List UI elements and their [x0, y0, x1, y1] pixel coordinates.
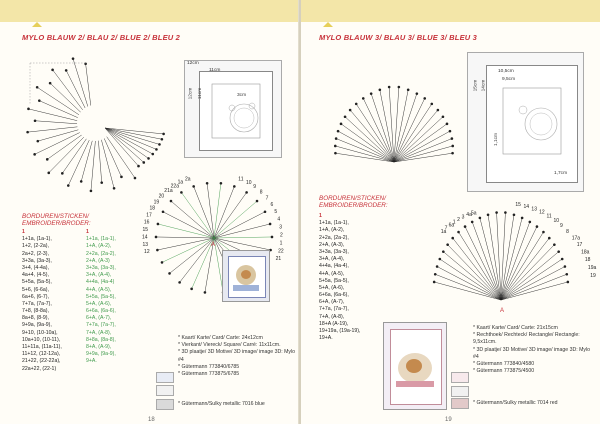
- instruction-line: 8+8a, (8a-8),: [86, 336, 116, 343]
- stitch-line: [214, 212, 265, 238]
- hole-number: 14: [523, 203, 530, 210]
- instruction-line: 9+10, (10-10a),: [22, 329, 58, 336]
- stitch-hole: [335, 137, 338, 140]
- stitch-hole: [155, 148, 158, 151]
- hole-number: 9: [560, 223, 563, 230]
- instruction-line: 1: [86, 229, 89, 235]
- header-notch: [323, 22, 333, 27]
- instruction-line: 9+9a, (9a-9),: [22, 322, 52, 329]
- stitch-hole: [36, 140, 39, 143]
- instruction-line: 3+3a, (3a-3),: [22, 257, 52, 264]
- embroidery-pattern-fan: [413, 200, 597, 315]
- stitch-line: [86, 64, 91, 106]
- stitch-line: [437, 267, 501, 300]
- stitch-instructions: [319, 213, 360, 342]
- anchor-label: A: [500, 308, 505, 314]
- instruction-line: 3+A, (A-4),: [86, 272, 112, 279]
- instruction-line: 3+4, (4-4a),: [22, 264, 49, 271]
- stitch-line: [81, 141, 92, 182]
- dim-label: 1,7cm: [554, 171, 568, 176]
- stitch-line: [105, 128, 159, 144]
- header-notch: [32, 22, 42, 27]
- stitch-hole: [67, 184, 70, 187]
- stitch-hole: [451, 152, 454, 155]
- thread-swatch: [156, 399, 174, 410]
- stitch-hole: [449, 130, 452, 133]
- hole-number: 12: [539, 209, 545, 216]
- header-band: [0, 0, 299, 22]
- hole-number: 6a: [448, 222, 455, 229]
- page-number: 18: [148, 417, 155, 423]
- metallic-thread: * Gütermann/Sulky metallic 7016 blue: [178, 401, 265, 407]
- instruction-line: 7+7a, (7a-7),: [319, 306, 349, 313]
- stitch-line: [394, 131, 450, 162]
- stitch-hole: [36, 86, 39, 89]
- instruction-line: 1+A, (A-2),: [86, 243, 112, 250]
- stitch-hole: [487, 213, 490, 216]
- instruction-line: 7+A, (A-8),: [319, 313, 345, 320]
- dim-label: 1,1cm: [494, 132, 500, 147]
- stitch-line: [28, 109, 77, 121]
- hole-number: 14: [142, 234, 148, 241]
- stitch-hole: [233, 185, 236, 188]
- stitch-hole: [72, 57, 75, 60]
- section-heading: BORDUREN/STICKEN/ EMBROIDER/BRODER:: [22, 213, 91, 228]
- instruction-line: 11+12, (12-12a),: [22, 351, 61, 358]
- thread-swatch: [451, 372, 469, 383]
- stitch-line: [39, 101, 77, 118]
- hole-number: 21: [275, 256, 282, 263]
- stitch-hole: [65, 69, 68, 72]
- stitch-line: [394, 153, 453, 162]
- stitch-hole: [565, 273, 568, 276]
- stitch-hole: [38, 99, 41, 102]
- stitch-hole: [27, 108, 30, 111]
- stitch-hole: [162, 133, 165, 136]
- hole-number: 18: [149, 205, 156, 212]
- stitch-hole: [157, 223, 160, 226]
- stitch-hole: [446, 243, 449, 246]
- stitch-line: [434, 282, 501, 300]
- material-list: * Kaart/ Karte/ Card/ Carte: 21x15cm * Rechthoek/ Rechteck/ Rectangle/ Rectangle: 9,5x11cm. * 3D plaatje/ 3D Motive/ 3D image/ image 3D: Mylo #4 * Gütermann 773840/4580 * Gütermann 773875/4500: [473, 325, 591, 375]
- stitch-line: [47, 135, 81, 159]
- stitch-hole: [529, 221, 532, 224]
- instruction-line: 7+7a, (7a-7),: [22, 300, 52, 307]
- stitch-hole: [564, 265, 567, 268]
- stitch-hole: [90, 190, 93, 193]
- stitch-hole: [33, 153, 36, 156]
- dim-label: 10,5cm: [498, 69, 514, 74]
- hole-number: 10: [246, 179, 252, 186]
- stitch-hole: [245, 191, 248, 194]
- stitch-line: [214, 238, 271, 250]
- instruction-line: 3+3a, (3a-3),: [86, 264, 116, 271]
- hole-number: 8: [566, 228, 569, 235]
- stitch-line: [443, 252, 501, 300]
- instruction-line: 5+5a, (5a-5),: [319, 277, 349, 284]
- instruction-line: 8a+8, (8-9),: [22, 315, 49, 322]
- instruction-line: 5+6, (6-6a),: [22, 286, 49, 293]
- hole-number: 19: [590, 273, 596, 280]
- stitch-hole: [264, 210, 267, 213]
- stitch-instructions-red: [22, 229, 62, 373]
- hole-number: 9: [253, 184, 257, 191]
- stitch-hole: [437, 109, 440, 112]
- stitch-hole: [134, 177, 137, 180]
- instruction-line: 6+A, (A-7),: [86, 315, 112, 322]
- stitch-line: [335, 153, 394, 162]
- stitch-hole: [162, 210, 165, 213]
- stitch-line: [180, 238, 214, 282]
- hole-number: 18a: [581, 249, 590, 256]
- instruction-line: 4a+4, (4-5),: [22, 272, 49, 279]
- thread-swatch: [451, 398, 469, 409]
- dim-label: 3cm: [237, 93, 247, 98]
- stitch-line: [501, 252, 559, 300]
- hole-number: 13: [142, 241, 149, 248]
- stitch-line: [501, 282, 568, 300]
- stitch-hole: [464, 225, 467, 228]
- stitch-hole: [168, 272, 171, 275]
- instruction-line: 2+A, (A-3),: [319, 241, 345, 248]
- card-diagram: [184, 60, 282, 158]
- stitch-hole: [442, 250, 445, 253]
- instruction-line: 4+A, (A-5),: [86, 286, 112, 293]
- stitch-line: [338, 131, 394, 162]
- dim-label: 11cm: [198, 87, 204, 100]
- stitch-hole: [495, 211, 498, 214]
- stitch-hole: [161, 261, 164, 264]
- stitch-hole: [561, 258, 564, 261]
- card-front: [199, 71, 273, 151]
- stitch-hole: [334, 152, 337, 155]
- stitch-line: [157, 238, 214, 250]
- stitch-hole: [147, 157, 150, 160]
- sample-card-image: [222, 250, 270, 302]
- stitch-hole: [438, 258, 441, 261]
- instruction-line: 1+1a, (1a-1),: [319, 220, 349, 227]
- hole-number: 2: [279, 232, 283, 239]
- instruction-line: 19+19a, (19a-19),: [319, 328, 361, 334]
- stitch-hole: [340, 123, 343, 126]
- left-page: [0, 0, 299, 424]
- instruction-line: 5+A, (A-6),: [86, 300, 112, 307]
- hole-number: 4: [277, 216, 281, 223]
- hole-number: 13: [531, 206, 537, 213]
- section-heading: BORDUREN/STICKEN/ EMBROIDER/BRODER:: [319, 195, 388, 210]
- hole-number: 17a: [571, 235, 581, 242]
- stitch-hole: [178, 281, 181, 284]
- page-number: 19: [445, 417, 452, 423]
- hole-number: 15: [142, 226, 149, 233]
- instruction-line: 4+4a, (4a-4),: [319, 263, 349, 270]
- stitch-hole: [416, 92, 419, 95]
- stitch-hole: [521, 217, 524, 220]
- instruction-line: 9+A.: [86, 358, 97, 365]
- stitch-line: [394, 124, 447, 162]
- instruction-line: 1: [319, 213, 322, 219]
- stitch-line: [50, 83, 81, 112]
- hole-number: 8: [259, 189, 263, 196]
- stitch-hole: [46, 158, 49, 161]
- instruction-line: 6+A, (A-7),: [319, 299, 345, 306]
- hole-number: 1a: [177, 179, 184, 186]
- stitch-line: [156, 237, 214, 238]
- stitch-hole: [370, 92, 373, 95]
- hole-number: 7: [265, 195, 269, 202]
- stitch-hole: [504, 211, 507, 214]
- stitch-hole: [49, 82, 52, 85]
- stitch-line: [350, 110, 394, 162]
- card-diagram: [467, 52, 584, 192]
- stitch-hole: [451, 237, 454, 240]
- hole-number: 3: [279, 224, 283, 231]
- instruction-line: 19+A.: [319, 335, 333, 342]
- card-ornament: [487, 66, 577, 182]
- stitch-hole: [513, 213, 516, 216]
- stitch-hole: [451, 145, 454, 148]
- instruction-line: 7+8, (8-8a),: [22, 308, 49, 315]
- stitch-line: [73, 59, 88, 107]
- instruction-line: 2a+2, (2-3),: [22, 250, 49, 257]
- stitch-hole: [47, 172, 50, 175]
- stitch-hole: [137, 165, 140, 168]
- stitch-hole: [479, 217, 482, 220]
- hole-number: 12: [144, 249, 150, 256]
- stitch-line: [104, 138, 121, 176]
- stitch-line: [35, 121, 77, 124]
- stitch-line: [38, 130, 79, 141]
- instruction-line: 1+1a, (1a-1),: [86, 236, 116, 243]
- hole-number: 18: [584, 256, 591, 263]
- stitch-hole: [567, 281, 570, 284]
- stitch-hole: [349, 109, 352, 112]
- hole-number: 4a: [466, 212, 472, 219]
- stitch-hole: [151, 153, 154, 156]
- stitch-line: [91, 141, 95, 191]
- instruction-line: 1+A, (A-2),: [319, 227, 345, 234]
- stitch-line: [501, 245, 554, 300]
- stitch-hole: [362, 97, 365, 100]
- instruction-line: 1+2, (2-2a),: [22, 243, 49, 250]
- instruction-line: 22a+22, (22-1): [22, 365, 57, 372]
- material-list: * Kaart/ Karte/ Card/ Carte: 24x12cm * Vierkant/ Viereck/ Square/ Carré: 11x11cm. * 3D plaatje/ 3D Motive/ 3D image/ image 3D: Mylo #4 * Gütermann 773840/6785 * Gütermann 773875/6785: [178, 335, 296, 378]
- stitch-line: [394, 98, 425, 162]
- stitch-hole: [80, 180, 83, 183]
- stitch-hole: [407, 89, 410, 92]
- stitch-hole: [113, 187, 116, 190]
- stitch-hole: [142, 161, 145, 164]
- anchor-label: A: [211, 242, 216, 248]
- stitch-line: [62, 139, 86, 173]
- stitch-hole: [120, 176, 123, 179]
- stitch-line: [501, 267, 565, 300]
- sample-card-image: [383, 322, 447, 410]
- hole-number: 16: [143, 219, 150, 226]
- instruction-line: 1: [22, 229, 25, 235]
- stitch-hole: [34, 119, 37, 122]
- stitch-hole: [271, 236, 274, 239]
- hole-number: 22: [278, 248, 284, 255]
- metallic-thread: * Gütermann/Sulky metallic 7014 red: [473, 400, 558, 406]
- page-title: MYLO BLAUW 3/ BLAU 3/ BLUE 3/ BLEU 3: [319, 33, 478, 42]
- stitch-hole: [158, 143, 161, 146]
- stitch-line: [163, 212, 214, 238]
- stitch-line: [214, 237, 272, 238]
- dim-label: 12cm: [187, 61, 199, 66]
- stitch-hole: [553, 243, 556, 246]
- hole-number: 2: [457, 216, 460, 223]
- page-title: MYLO BLAUW 2/ BLAU 2/ BLUE 2/ BLEU 2: [22, 33, 181, 42]
- stitch-hole: [269, 223, 272, 226]
- stitch-hole: [220, 182, 223, 185]
- stitch-hole: [442, 115, 445, 118]
- stitch-hole: [161, 138, 164, 141]
- instruction-line: 8+A, (A-9),: [86, 344, 112, 350]
- stitch-hole: [204, 291, 207, 294]
- stitch-line: [394, 110, 438, 162]
- instruction-line: 3+3a, (3a-3),: [319, 248, 349, 255]
- hole-number: 20: [158, 193, 165, 200]
- stitch-line: [105, 128, 144, 162]
- instruction-line: 6+6a, (6a-6),: [319, 292, 349, 299]
- stitch-hole: [192, 185, 195, 188]
- stitch-instructions-green: [86, 229, 116, 366]
- instruction-line: 7+A, (A-8),: [86, 329, 112, 336]
- stitch-hole: [170, 200, 173, 203]
- hole-number: 19: [153, 199, 160, 206]
- stitch-hole: [557, 250, 560, 253]
- hole-number: 1a: [440, 229, 447, 236]
- hole-number: 1: [279, 240, 283, 247]
- stitch-hole: [256, 200, 259, 203]
- instruction-line: 6a+6, (6-7),: [22, 293, 49, 300]
- stitch-hole: [61, 172, 64, 175]
- hole-number: 21a: [164, 188, 173, 195]
- hole-number: 5: [274, 209, 278, 216]
- stitch-line: [98, 141, 101, 183]
- hole-number: 11: [546, 213, 552, 220]
- stitch-hole: [190, 288, 193, 291]
- thread-swatch: [156, 372, 174, 383]
- hole-number: 2a: [184, 176, 191, 183]
- stitch-hole: [206, 182, 209, 185]
- thread-swatch: [451, 386, 469, 397]
- stitch-line: [101, 140, 114, 188]
- stitch-hole: [155, 236, 158, 239]
- instruction-line: 11+11a, (11a-11),: [22, 344, 62, 350]
- hole-number: 17: [146, 212, 152, 219]
- stitch-line: [448, 245, 501, 300]
- dim-label: 12cm: [188, 87, 194, 100]
- dim-label: 11cm: [209, 68, 221, 73]
- stitch-hole: [548, 237, 551, 240]
- instruction-line: 9+9a, (9a-9),: [86, 351, 116, 358]
- instruction-line: 7+7a, (7a-7),: [86, 322, 116, 329]
- instruction-line: 3+A, (A-4),: [319, 256, 345, 263]
- stitch-hole: [536, 225, 539, 228]
- hole-number: 3: [461, 214, 465, 221]
- stitch-hole: [344, 115, 347, 118]
- stitch-hole: [26, 131, 29, 134]
- instruction-line: 2+A, (A-3): [86, 257, 110, 264]
- stitch-line: [37, 87, 79, 115]
- stitch-hole: [436, 265, 439, 268]
- stitch-hole: [433, 281, 436, 284]
- stitch-hole: [542, 231, 545, 234]
- stitch-line: [341, 124, 394, 162]
- instruction-line: 2+2a, (2a-2),: [86, 250, 116, 257]
- instruction-line: 18+A (A-19),: [319, 320, 349, 327]
- instruction-line: 5+A, (A-6),: [319, 284, 345, 291]
- hole-number: 11: [238, 176, 244, 183]
- stitch-line: [363, 98, 394, 162]
- stitch-hole: [446, 123, 449, 126]
- instruction-line: 4+4a, (4a-4): [86, 279, 115, 286]
- stitch-hole: [423, 97, 426, 100]
- instruction-line: 1+1a, (1a-1),: [22, 236, 52, 243]
- hole-number: 19a: [587, 264, 597, 271]
- card-ornament: [200, 72, 272, 150]
- stitch-hole: [334, 145, 337, 148]
- dim-label: 15cm: [473, 79, 479, 92]
- instruction-line: 2+2a, (2a-2),: [319, 234, 349, 241]
- stitch-hole: [451, 137, 454, 140]
- instruction-line: 10a+10, (10-11),: [22, 336, 61, 343]
- stitch-hole: [156, 249, 159, 252]
- instruction-line: 5+5a, (5a-5),: [22, 279, 52, 286]
- stitch-line: [394, 139, 452, 162]
- hole-number: 10: [553, 217, 560, 224]
- stitch-hole: [100, 181, 103, 184]
- stitch-hole: [379, 89, 382, 92]
- right-page: [301, 0, 600, 424]
- stitch-hole: [337, 130, 340, 133]
- thread-swatch: [156, 385, 174, 396]
- hole-number: 17: [576, 242, 583, 249]
- hole-number: 1: [452, 219, 456, 226]
- stitch-hole: [430, 103, 433, 106]
- instruction-line: 21+22, (22-22a),: [22, 358, 61, 365]
- stitch-hole: [434, 273, 437, 276]
- hole-number: 22a: [170, 183, 180, 190]
- stitch-hole: [355, 103, 358, 106]
- dim-label: 14cm: [481, 79, 487, 92]
- stitch-hole: [471, 221, 474, 224]
- instruction-line: 4+A, (A-5),: [319, 270, 345, 277]
- dim-label: 9,5cm: [502, 77, 516, 82]
- stitch-line: [336, 139, 394, 162]
- stitch-hole: [180, 191, 183, 194]
- hole-number: 7: [444, 225, 448, 232]
- instruction-line: 5+5a, (5a-5),: [86, 293, 116, 300]
- stitch-hole: [51, 69, 54, 72]
- hole-number: 15: [515, 202, 521, 209]
- header-band: [301, 0, 600, 22]
- card-front: [486, 65, 578, 183]
- stitch-hole: [398, 86, 401, 89]
- stitch-hole: [388, 86, 391, 89]
- stitch-line: [28, 127, 78, 132]
- hole-number: 6: [270, 201, 274, 208]
- instruction-line: 6+6a, (6a-6),: [86, 308, 116, 315]
- embroidery-pattern-top: [306, 70, 481, 190]
- hole-number: 5a: [471, 210, 477, 217]
- stitch-hole: [457, 231, 460, 234]
